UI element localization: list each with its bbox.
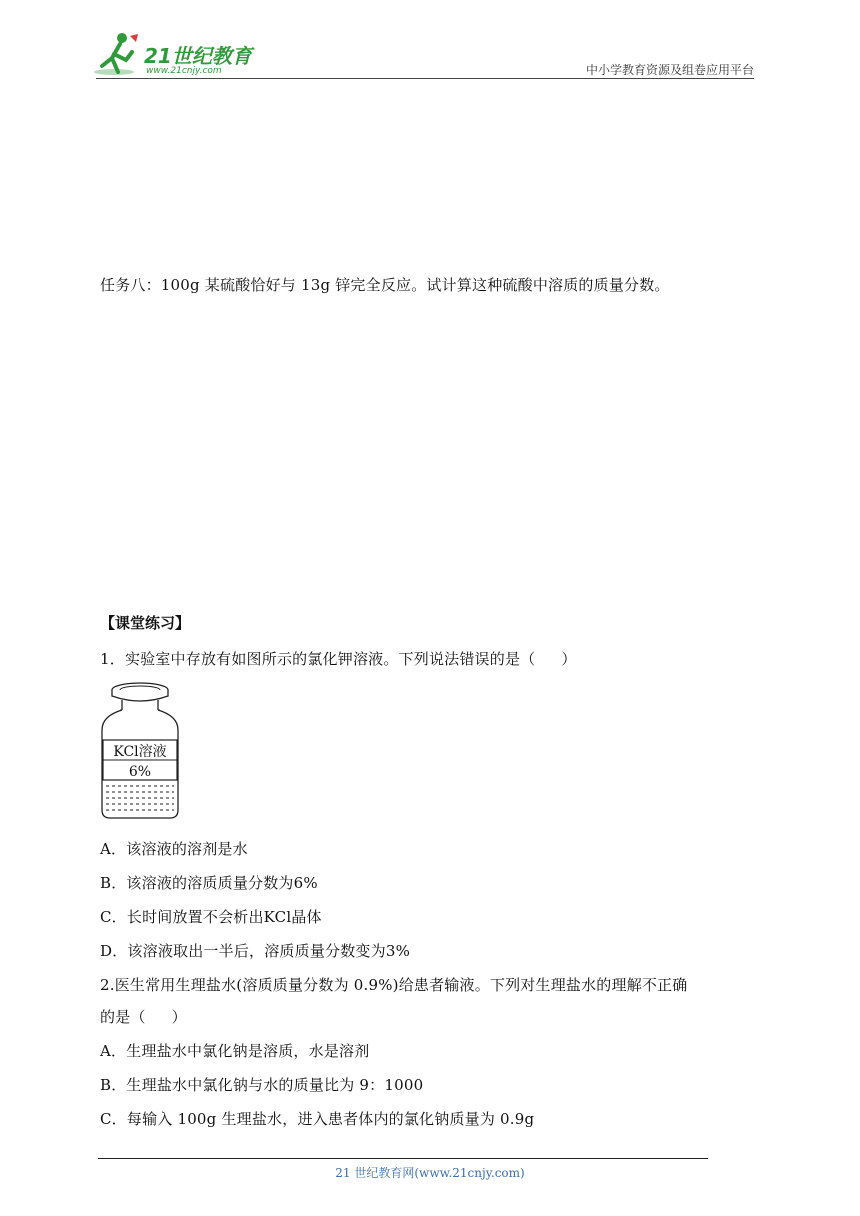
header-divider xyxy=(96,78,754,79)
bottle-label-text: KCl溶液 xyxy=(113,744,167,760)
logo-url: www.21cnjy.com xyxy=(146,66,222,76)
logo-text: 21世纪教育 xyxy=(144,44,252,68)
question-2-option-a: A．生理盐水中氯化钠是溶质，水是溶剂 xyxy=(100,1042,370,1060)
practice-section-title: 【课堂练习】 xyxy=(100,614,191,632)
question-2-stem-line2 xyxy=(100,1006,187,1027)
footer-link[interactable]: 21 世纪教育网(www.21cnjy.com) xyxy=(335,1166,525,1180)
question-2-option-b: B．生理盐水中氯化钠与水的质量比为 9：1000 xyxy=(100,1076,424,1094)
question-1-stem-end: ） xyxy=(561,650,577,668)
question-2-stem-line1: 2.医生常用生理盐水(溶质质量分数为 0.9%)给患者输液。下列对生理盐水的理解不正确 xyxy=(100,976,688,994)
question-2-option-c: C．每输入 100g 生理盐水，进入患者体内的氯化钠质量为 0.9g xyxy=(100,1110,535,1128)
question-2-stem-line2-text: 的是（ xyxy=(100,1008,146,1026)
bottle-value-text: 6% xyxy=(128,764,152,780)
platform-name: 中小学教育资源及组卷应用平台 xyxy=(585,63,754,77)
question-1-stem-text: 1．实验室中存放有如图所示的氯化钾溶液。下列说法错误的是（ xyxy=(100,650,536,668)
question-2-stem-end: ） xyxy=(171,1008,187,1026)
kcl-bottle-figure xyxy=(98,680,182,820)
task-eight-text: 任务八：100g 某硫酸恰好与 13g 锌完全反应。试计算这种硫酸中溶质的质量分数。 xyxy=(100,276,670,294)
question-1-option-c: C．长时间放置不会析出KCl晶体 xyxy=(100,908,322,926)
question-1-option-a: A．该溶液的溶剂是水 xyxy=(100,840,248,858)
question-1-option-b: B．该溶液的溶质质量分数为6% xyxy=(100,874,318,892)
page-header xyxy=(0,0,860,90)
question-1-option-d: D．该溶液取出一半后，溶质质量分数变为3% xyxy=(100,942,411,960)
footer-divider xyxy=(98,1158,708,1159)
question-1-stem xyxy=(100,648,577,669)
